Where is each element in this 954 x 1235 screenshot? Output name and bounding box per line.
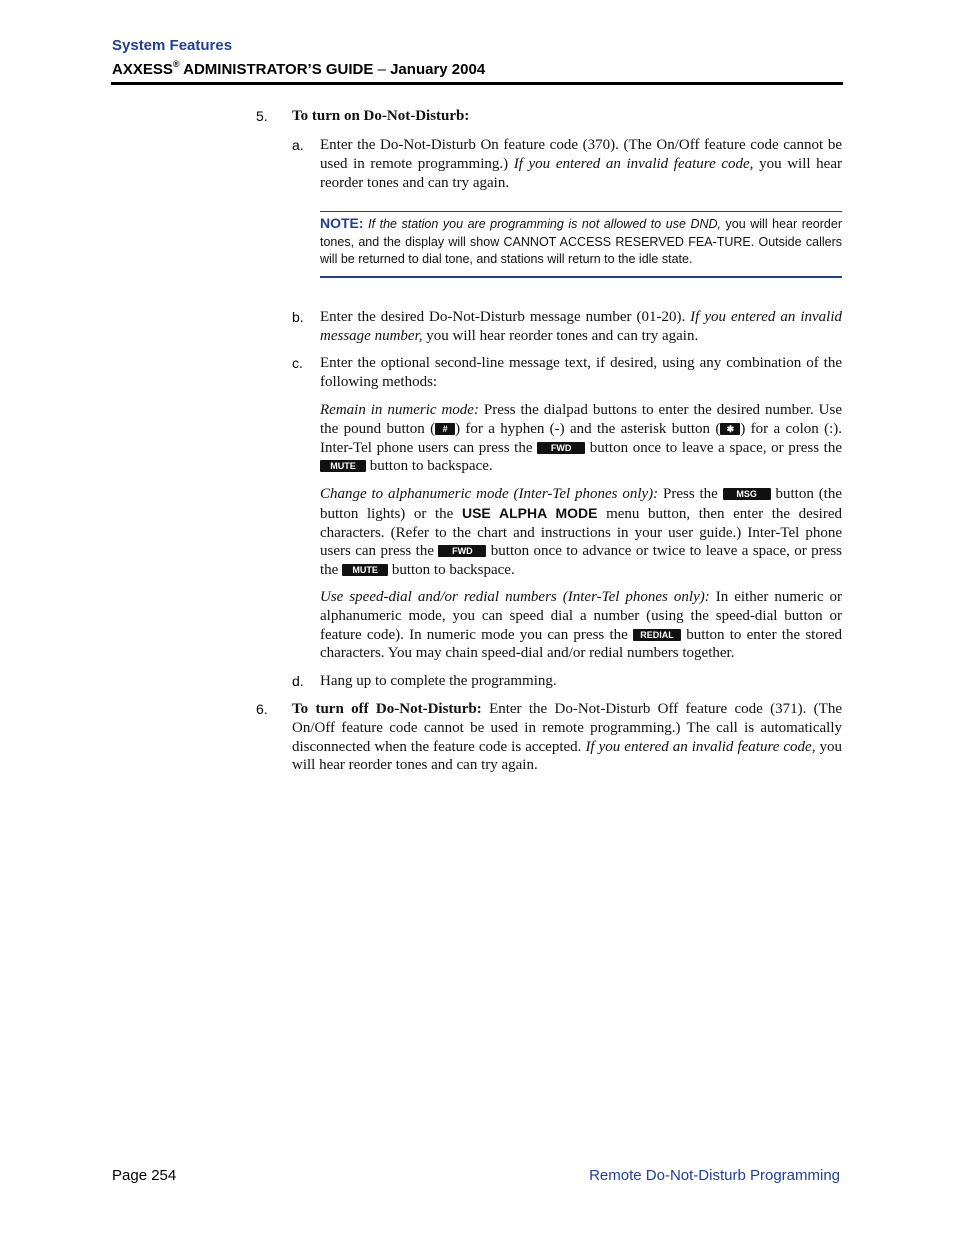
step-5b-text: Enter the desired Do-Not-Disturb message number (01-20). If you entered an invalid message number, you will hear reorder tones and can try again.: [320, 309, 842, 344]
mute-key-icon: MUTE: [320, 460, 366, 472]
redial-key-icon: REDIAL: [633, 629, 681, 641]
mute-key-icon: MUTE: [342, 564, 388, 576]
step-5a-marker: a.: [292, 137, 304, 153]
alpha-mode-paragraph: Change to alphanumeric mode (Inter-Tel phones only): Press the MSG button (the button lights) or the USE ALPHA MODE menu button, then enter the desired characters. (Refer to the chart and instructions in your user guide.) Inter-Tel phone users can press the FWD button once to advance or twice to leave a space, or press the MUTE button to backspace.: [320, 486, 843, 579]
header-rule: [111, 82, 843, 85]
title-dash: –: [373, 61, 391, 78]
step-6-text: To turn off Do-Not-Disturb: Enter the Do-Not-Disturb Off feature code (371). (The On/Off feature code cannot be used in remote programming.) The call is automatically disconnected when the feature code is accepted. If you entered an invalid feature code, you will hear reorder tones and can try again.: [292, 701, 843, 774]
running-header-title: [112, 60, 485, 78]
fwd-key-icon: FWD: [438, 545, 486, 557]
step-5a-text: Enter the Do-Not-Disturb On feature code (370). (The On/Off feature code cannot be used in remote programming.) If you entered an invalid feature code, you will hear reorder tones and can try again.: [320, 137, 842, 191]
note-italic: If the station you are programming is not allowed to use DND,: [363, 217, 721, 231]
running-header-section: System Features: [112, 37, 233, 54]
step-5c-marker: c.: [292, 355, 303, 371]
pound-key-icon: #: [435, 423, 455, 435]
note-box: [320, 211, 842, 278]
numeric-mode-paragraph: Remain in numeric mode: Press the dialpad buttons to enter the desired number. Use the pound button ( # ) for a hyphen (-) and the asterisk button ( ✱ ) for a colon (:). Inter-Tel phone users can press the FWD button once to leave a space, or press the MUTE button to backspace.: [320, 402, 843, 475]
use-alpha-mode-label: USE ALPHA MODE: [461, 504, 598, 521]
title-prefix: AXXESS: [112, 61, 173, 78]
msg-key-icon: MSG: [723, 488, 771, 500]
registered-mark: ®: [172, 59, 180, 69]
fwd-key-icon: FWD: [537, 442, 585, 454]
step-5c-text: Enter the optional second-line message text, if desired, using any combination of the following methods:: [320, 355, 842, 390]
footer-page-number: Page 254: [112, 1167, 177, 1184]
step-5b-marker: b.: [292, 309, 304, 325]
title-main: ADMINISTRATOR’S GUIDE: [179, 61, 374, 78]
footer-section-title: Remote Do-Not-Disturb Programming: [589, 1167, 840, 1184]
note-text: you will hear reorder tones, and the display will show CANNOT ACCESS RESERVED FEA-TURE. Outside callers will be returned to dial tone, and stations will return to the idle state.: [320, 217, 842, 267]
step-5d-text: Hang up to complete the programming.: [320, 673, 557, 689]
note-label: NOTE:: [320, 215, 364, 231]
asterisk-key-icon: ✱: [720, 423, 740, 435]
step-5-number: 5.: [256, 108, 268, 124]
title-date: January 2004: [390, 61, 486, 78]
step-5d-marker: d.: [292, 673, 304, 689]
step-6-number: 6.: [256, 701, 268, 717]
speed-dial-paragraph: Use speed-dial and/or redial numbers (Inter-Tel phones only): In either numeric or alphanumeric mode, you can speed dial a number (using the speed-dial button or feature code). In numeric mode you can press the REDIAL button to enter the stored characters. You may chain speed-dial and/or redial numbers together.: [320, 589, 843, 662]
step-5-heading: To turn on Do-Not-Disturb:: [292, 108, 470, 124]
